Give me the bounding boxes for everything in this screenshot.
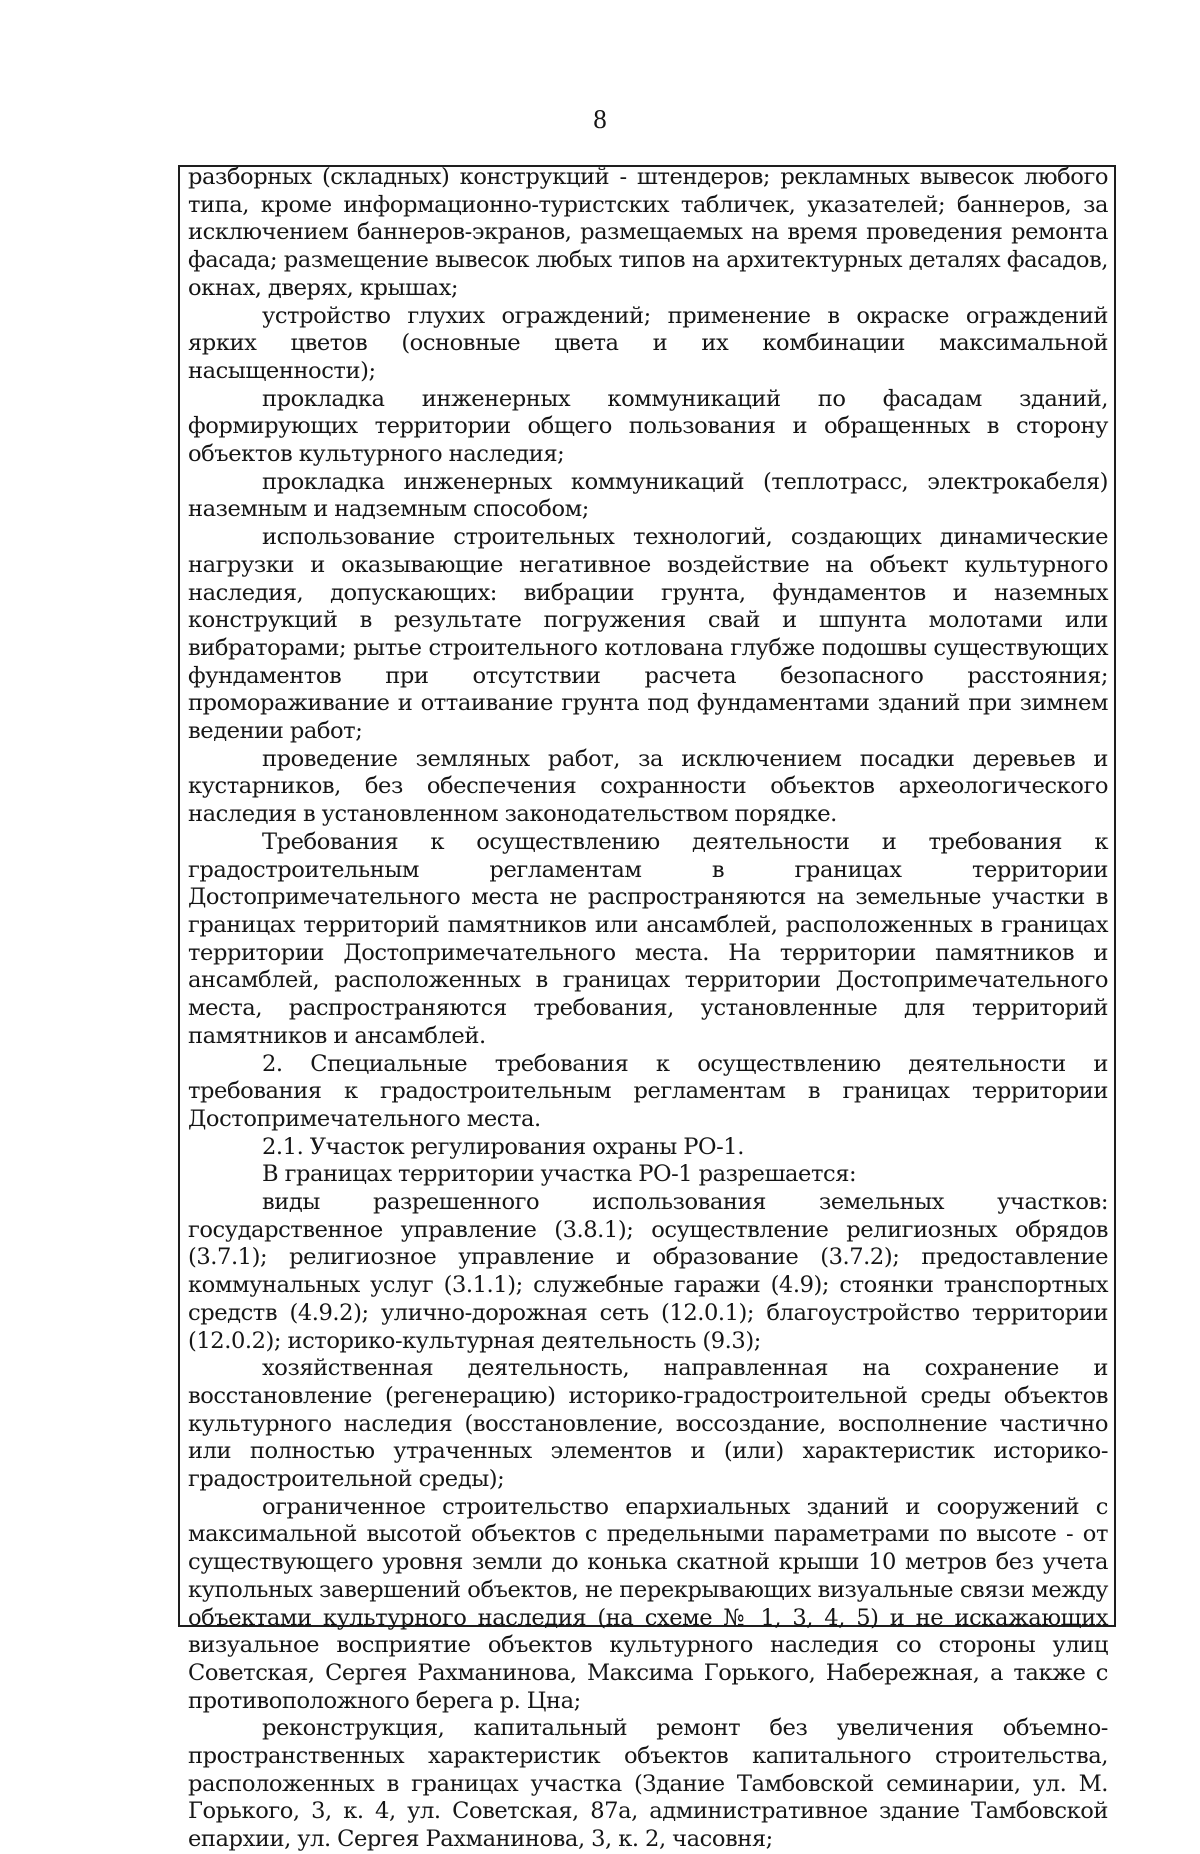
paragraph: В границах территории участка РО-1 разрешается: [262, 1161, 857, 1188]
paragraph: ограниченное строительство епархиальных зданий и сооружений с максимальной высотой объектов с предельными параметрами по высоте - от существующего уровня земли до конька скатной крыши 10 метров без учета купольных завершений объектов, не перекрывающих визуальные связи между объектами культурного наследия (на схеме № 1, 3, 4, 5) и не искажающих визуальное восприятие объектов культурного наследия со стороны улиц Советская, Сергея Рахманинова, Максима Горького, Набережная, а также с противоположного берега р. Цна; [188, 1493, 1108, 1714]
paragraph: виды разрешенного использования земельных участков: государственное управление (3.8.1); осуществление религиозных обрядов (3.7.1); религиозное управление и образование (3.7.2); предоставление коммунальных услуг (3.1.1); служебные гаражи (4.9); стоянки транспортных средств (4.9.2); улично-дорожная сеть (12.0.1); благоустройство территории (12.0.2); историко-культурная деятельность (9.3); [188, 1189, 1108, 1354]
paragraph: разборных (складных) конструкций - штендеров; рекламных вывесок любого типа, кроме информационно-туристских табличек, указателей; баннеров, за исключением баннеров-экранов, размещаемых на время проведения ремонта фасада; размещение вывесок любых типов на архитектурных деталях фасадов, окнах, дверях, крышах; [188, 164, 1108, 301]
paragraph: прокладка инженерных коммуникаций по фасадам зданий, формирующих территории общего пользования и обращенных в сторону объектов культурного наследия; [188, 385, 1108, 468]
paragraph: устройство глухих ограждений; применение в окраске ограждений ярких цветов (основные цвета и их комбинации максимальной насыщенности); [188, 302, 1108, 384]
paragraph: Требования к осуществлению деятельности и требования к градостроительным регламентам в границах территории Достопримечательного места не распространяются на земельные участки в границах территорий памятников или ансамблей, расположенных в границах территории Достопримечательного места. На территории памятников и ансамблей, расположенных в границах территории Достопримечательного места, распространяются требования, установленные для территорий памятников и ансамблей. [188, 828, 1108, 1049]
paragraph: проведение земляных работ, за исключением посадки деревьев и кустарников, без обеспечения сохранности объектов археологического наследия в установленном законодательством порядке. [188, 745, 1108, 828]
paragraph: 2.1. Участок регулирования охраны РО-1. [262, 1133, 744, 1160]
paragraph: хозяйственная деятельность, направленная на сохранение и восстановление (регенерацию) историко-градостроительной среды объектов культурного наследия (восстановление, воссоздание, восполнение частично или полностью утраченных элементов и (или) характеристик историко-градостроительной среды); [188, 1355, 1108, 1493]
paragraph: использование строительных технологий, создающих динамические нагрузки и оказывающие негативное воздействие на объект культурного наследия, допускающих: вибрации грунта, фундаментов и наземных конструкций в результате погружения свай и шпунта молотами или вибраторами; рытье строительного котлована глубже подошвы существующих фундаментов при отсутствии расчета безопасного расстояния; промораживание и оттаивание грунта под фундаментами зданий при зимнем ведении работ; [188, 524, 1108, 745]
document-body [188, 164, 1108, 1854]
paragraph: реконструкция, капитальный ремонт без увеличения объемно-пространственных характеристик объектов капитального строительства, расположенных в границах участка (Здание Тамбовской семинарии, ул. М. Горького, 3, к. 4, ул. Советская, 87а, административное здание Тамбовской епархии, ул. Сергея Рахманинова, 3, к. 2, часовня; [188, 1715, 1108, 1853]
page-number: 8 [593, 104, 607, 134]
paragraph: 2. Специальные требования к осуществлению деятельности и требования к градостроительным регламентам в границах территории Достопримечательного места. [188, 1050, 1108, 1132]
paragraph: прокладка инженерных коммуникаций (теплотрасс, электрокабеля) наземным и надземным способом; [188, 468, 1108, 523]
